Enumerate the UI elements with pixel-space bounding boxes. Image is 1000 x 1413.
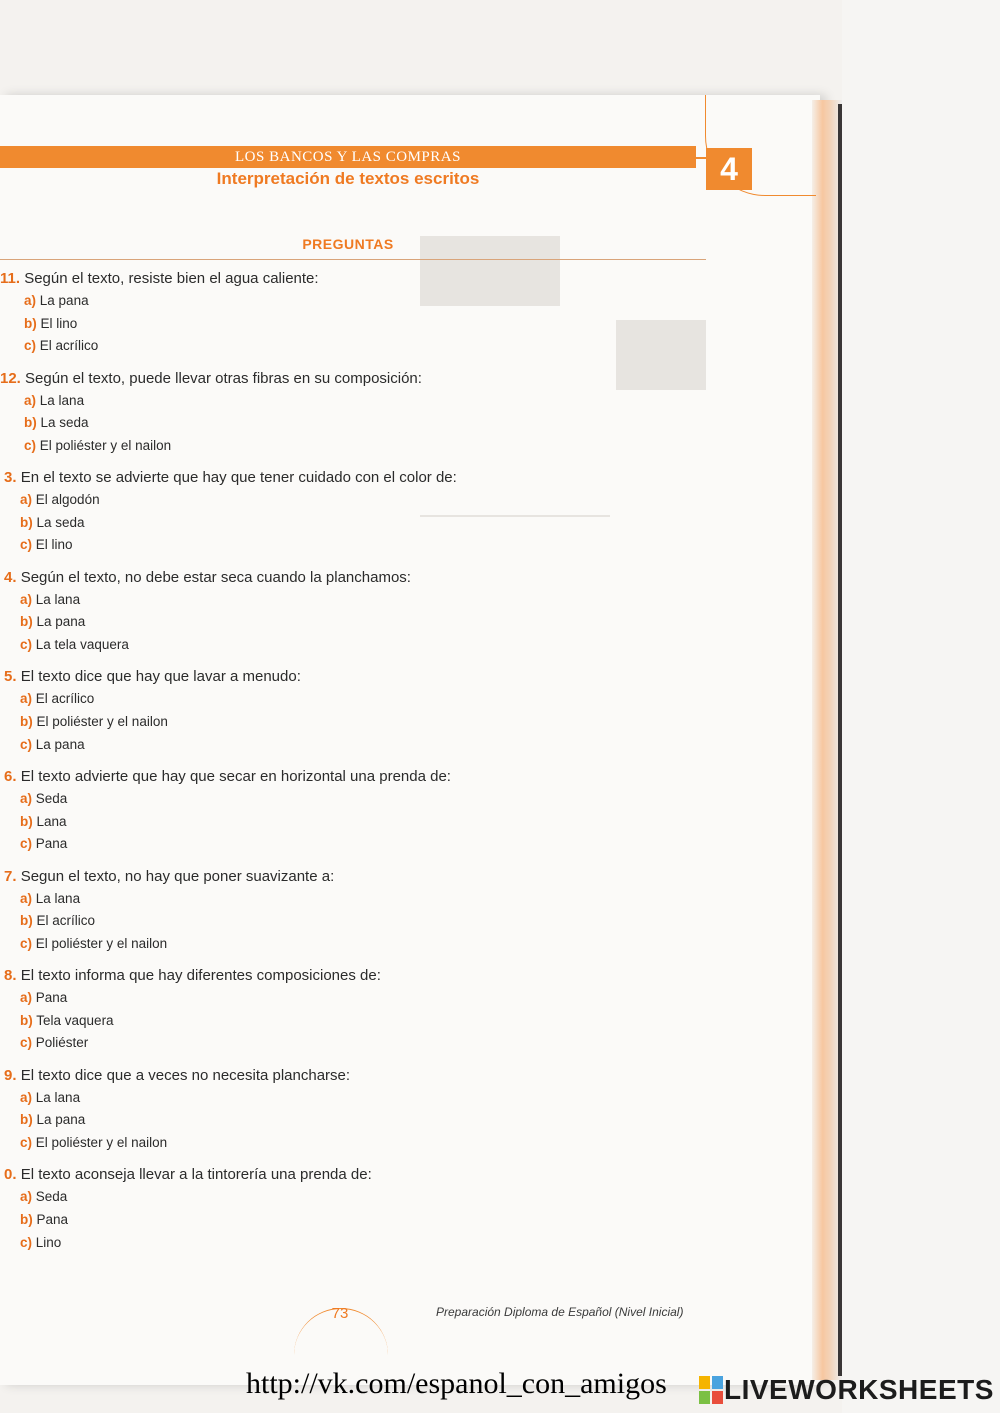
option-text: La lana — [35, 591, 81, 607]
book-spine-edge — [838, 104, 842, 1376]
option-text: Pana — [35, 990, 68, 1006]
question-10 — [4, 1166, 372, 1184]
question-text: El texto dice que a veces no necesita plancharse: — [20, 1066, 351, 1084]
option-letter: b) — [20, 1012, 33, 1028]
chapter-number: 4 — [706, 148, 752, 190]
option-text: El lino — [40, 315, 78, 331]
bleed-through-box — [616, 320, 706, 390]
background-right — [842, 0, 1000, 1413]
option-letter: a) — [20, 1089, 33, 1105]
option-text: El poliéster y el nailon — [35, 1135, 168, 1150]
answer-option[interactable] — [20, 636, 129, 653]
option-letter: c) — [20, 1135, 33, 1150]
option-text: La pana — [36, 1112, 86, 1128]
answer-option[interactable] — [24, 437, 171, 454]
answer-option[interactable] — [20, 835, 67, 852]
question-2 — [0, 370, 422, 388]
option-text: Poliéster — [35, 1035, 89, 1051]
section-divider — [0, 259, 706, 260]
answer-option[interactable] — [24, 392, 84, 409]
question-number: 0. — [4, 1166, 17, 1184]
answer-option[interactable] — [20, 912, 95, 929]
option-text: Pana — [36, 1212, 69, 1227]
option-letter: a) — [24, 392, 37, 408]
option-letter: a) — [20, 791, 33, 806]
option-letter: a) — [20, 492, 33, 508]
option-letter: b) — [20, 913, 33, 929]
section-title: PREGUNTAS — [302, 236, 394, 252]
option-letter: c) — [20, 637, 33, 652]
option-letter: a) — [20, 591, 33, 607]
question-5 — [4, 668, 301, 686]
option-text: La lana — [39, 392, 85, 408]
option-text: Seda — [35, 1189, 68, 1205]
option-letter: c) — [20, 537, 33, 553]
answer-option[interactable] — [20, 890, 80, 907]
option-text: La tela vaquera — [35, 637, 129, 652]
option-text: Tela vaquera — [36, 1012, 114, 1028]
option-letter: c) — [20, 736, 33, 752]
answer-option[interactable] — [24, 414, 89, 431]
option-letter: b) — [20, 514, 33, 530]
answer-option[interactable] — [20, 1111, 85, 1128]
question-number: 3. — [4, 469, 17, 487]
option-text: El acrílico — [39, 338, 99, 354]
option-letter: a) — [20, 691, 33, 707]
question-7 — [4, 868, 334, 886]
option-letter: c) — [20, 1234, 33, 1250]
option-letter: b) — [20, 813, 33, 829]
option-text: El acrílico — [35, 691, 95, 707]
option-letter: a) — [20, 1189, 33, 1205]
question-number: 11. — [0, 270, 21, 287]
option-text: El algodón — [35, 492, 100, 508]
option-text: La seda — [40, 415, 89, 431]
answer-option[interactable] — [20, 989, 67, 1006]
question-3 — [4, 469, 457, 487]
answer-option[interactable] — [20, 491, 100, 508]
book-title: Preparación Diploma de Español (Nivel Inicial) — [436, 1305, 684, 1319]
answer-option[interactable] — [20, 935, 167, 952]
question-6 — [4, 768, 451, 786]
option-letter: a) — [20, 990, 33, 1006]
option-letter: b) — [20, 714, 33, 729]
option-text: La lana — [35, 890, 81, 906]
option-letter: c) — [24, 437, 37, 453]
option-text: Lino — [35, 1234, 62, 1250]
page-number: 73 — [331, 1305, 349, 1322]
question-number: 5. — [4, 668, 17, 686]
option-letter: c) — [20, 1035, 33, 1051]
answer-option[interactable] — [20, 1034, 88, 1051]
question-text: El texto aconseja llevar a la tintorería una prenda de: — [20, 1166, 372, 1184]
option-text: La pana — [35, 736, 85, 752]
question-number: 9. — [4, 1066, 17, 1084]
page-paper — [0, 95, 820, 1385]
question-text: Según el texto, resiste bien el agua caliente: — [24, 270, 319, 287]
option-letter: a) — [24, 293, 37, 308]
answer-option[interactable] — [20, 1211, 68, 1228]
question-text: Según el texto, no debe estar seca cuando la planchamos: — [20, 568, 411, 586]
option-text: La pana — [36, 614, 86, 630]
question-text: El texto dice que hay que lavar a menudo: — [20, 668, 301, 686]
liveworksheets-logo-icon — [699, 1376, 723, 1404]
question-number: 8. — [4, 967, 17, 985]
option-text: El poliéster y el nailon — [35, 935, 168, 951]
option-letter: b) — [20, 1112, 33, 1128]
option-text: El poliéster y el nailon — [39, 437, 172, 453]
answer-option[interactable] — [20, 514, 85, 531]
option-letter: b) — [24, 415, 37, 431]
option-letter: c) — [24, 338, 37, 354]
header-subtitle: Interpretación de textos escritos — [216, 169, 480, 188]
question-text: El texto advierte que hay que secar en horizontal una prenda de: — [20, 768, 451, 785]
option-text: El lino — [35, 537, 73, 553]
answer-option[interactable] — [20, 790, 67, 807]
banner-title: LOS BANCOS Y LAS COMPRAS — [235, 149, 461, 165]
option-text: Seda — [35, 791, 68, 806]
answer-option[interactable] — [20, 813, 67, 830]
watermark-brand: LIVEWORKSHEETS — [724, 1374, 994, 1405]
option-text: Pana — [35, 836, 68, 852]
answer-option[interactable] — [20, 591, 80, 608]
option-letter: b) — [20, 1212, 33, 1227]
option-text: El poliéster y el nailon — [36, 714, 168, 729]
option-text: El acrílico — [36, 913, 96, 929]
answer-option[interactable] — [20, 536, 73, 553]
answer-option[interactable] — [20, 1188, 67, 1205]
bleed-through-rule — [420, 515, 610, 517]
question-number: 6. — [4, 768, 17, 785]
question-8 — [4, 967, 381, 985]
answer-option[interactable] — [24, 315, 77, 332]
question-4 — [4, 569, 411, 587]
answer-option[interactable] — [20, 1234, 61, 1251]
option-text: La lana — [35, 1089, 81, 1105]
answer-option[interactable] — [20, 690, 94, 707]
watermark-url: http://vk.com/espanol_con_amigos — [246, 1367, 667, 1400]
answer-option[interactable] — [20, 1089, 80, 1106]
answer-option[interactable] — [20, 1012, 114, 1029]
option-letter: c) — [20, 935, 33, 951]
question-9 — [4, 1067, 350, 1085]
question-text: En el texto se advierte que hay que tener cuidado con el color de: — [20, 469, 457, 487]
answer-option[interactable] — [20, 736, 85, 753]
question-number: 7. — [4, 867, 17, 885]
answer-option[interactable] — [20, 613, 85, 630]
answer-option[interactable] — [24, 292, 89, 309]
option-letter: b) — [20, 614, 33, 630]
answer-option[interactable] — [20, 713, 168, 730]
option-letter: b) — [24, 315, 37, 331]
option-letter: a) — [20, 890, 33, 906]
option-text: La seda — [36, 514, 85, 530]
question-1 — [0, 270, 319, 288]
answer-option[interactable] — [24, 337, 98, 354]
option-text: La pana — [39, 293, 89, 308]
question-text: Segun el texto, no hay que poner suavizante a: — [20, 867, 335, 885]
question-text: El texto informa que hay diferentes composiciones de: — [20, 967, 381, 985]
question-text: Según el texto, puede llevar otras fibras en su composición: — [25, 369, 422, 387]
question-number: 4. — [4, 568, 17, 586]
option-letter: c) — [20, 836, 33, 852]
question-number: 12. — [0, 369, 21, 387]
answer-option[interactable] — [20, 1134, 167, 1151]
option-text: Lana — [36, 813, 67, 829]
